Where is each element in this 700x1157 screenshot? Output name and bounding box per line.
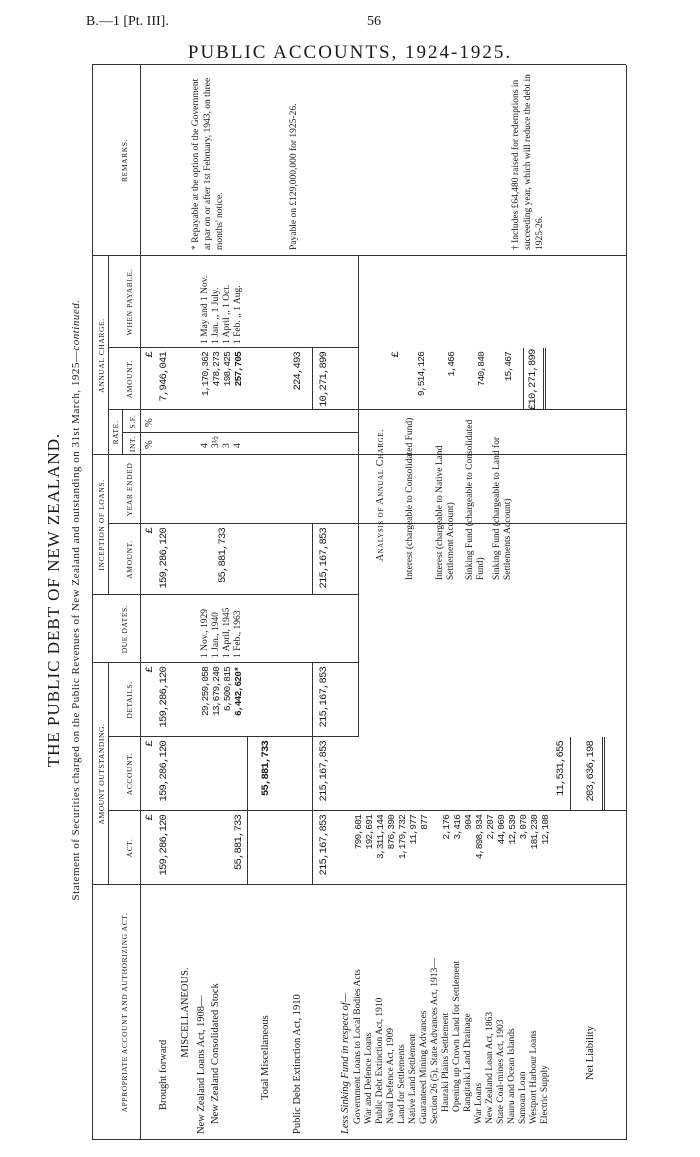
sinking-item-value: 12,539 xyxy=(507,815,518,845)
col-header-details: DETAILS. xyxy=(125,681,134,719)
cell-account: 159,286,120 xyxy=(158,741,170,802)
unit-pound: £ xyxy=(144,815,156,821)
sinking-item-label: Naval Defence Act, 1909 xyxy=(386,1027,396,1124)
cell-due-date: 1 Jan., 1940 xyxy=(211,612,221,658)
col-divider xyxy=(92,255,626,256)
total-line xyxy=(312,663,313,885)
unit-percent: % xyxy=(144,418,155,427)
document-reference: B.—1 [Pt. III]. xyxy=(86,14,169,29)
analysis-total: £10,271,899 xyxy=(527,349,539,410)
cell-details-total: 215,167,853 xyxy=(318,667,330,728)
col-divider xyxy=(108,409,626,410)
analysis-item-value: 9,514,126 xyxy=(416,352,427,397)
col-header-inception: INCEPTION OF LOANS. xyxy=(97,479,106,571)
col-header-amount-outstanding: AMOUNT OUTSTANDING. xyxy=(97,723,106,825)
remark-analysis: † Includes £64,480 raised for redemptions in succeeding year, which will reduce the debt in 1925-26. xyxy=(511,74,545,250)
total-line xyxy=(312,524,313,595)
page-title: PUBLIC ACCOUNTS, 1924-1925. xyxy=(187,42,513,63)
cell-annual-charge: 224,493 xyxy=(292,352,304,391)
col-header-year-ended: YEAR ENDED xyxy=(125,462,134,517)
cell-when-payable: 1 Jan. ,, 1 July. xyxy=(211,287,221,344)
analysis-heading: Analysis of Annual Charge. xyxy=(375,428,386,562)
subtitle-continued: continued. xyxy=(70,299,82,351)
unit-pound: £ xyxy=(144,352,156,358)
cell-annual-charge-total: 10,271,899 xyxy=(318,352,330,408)
table-bottom-border xyxy=(626,65,627,1140)
sinking-item-label: Hauraki Plains Settlement xyxy=(441,1012,451,1112)
sinking-item-value: 4,898,934 xyxy=(474,815,485,860)
subtotal-line xyxy=(247,737,248,885)
row-label-less-sinking: Less Sinking Fund in respect of— xyxy=(340,992,351,1134)
cell-act: 159,286,120 xyxy=(158,815,170,876)
col-header-remarks: REMARKS. xyxy=(120,139,129,182)
sinking-item-label: Nauru and Ocean Islands xyxy=(507,1028,517,1124)
analysis-item-label: Interest (chargeable to Consolidated Fund) xyxy=(405,417,415,580)
sinking-item-label: Government Loans to Local Bodies Acts xyxy=(353,969,363,1124)
sinking-item-value: 181,230 xyxy=(529,815,540,850)
sinking-item-value: 877 xyxy=(419,815,430,830)
total-line xyxy=(312,348,313,410)
cell-act-total: 215,167,853 xyxy=(318,815,330,876)
header-divider xyxy=(108,256,109,455)
analysis-double-rule xyxy=(543,348,546,410)
sinking-item-value: 11,977 xyxy=(408,815,419,845)
table-title: THE PUBLIC DEBT OF NEW ZEALAND. xyxy=(44,432,63,768)
cell-annual-charge: 257,705 xyxy=(233,352,244,387)
header-bottom-line xyxy=(140,65,141,1140)
analysis-item-value: 740,840 xyxy=(476,352,487,387)
sinking-item-label: Section 26 (5), State Advances Act, 1913— xyxy=(430,958,440,1124)
analysis-item-label: Sinking Fund (chargeable to Land for Settlements Account) xyxy=(492,436,513,580)
cell-details: 6,500,815 xyxy=(222,667,233,712)
sinking-item-label: Land for Settlements xyxy=(397,1044,407,1124)
unit-pound: £ xyxy=(144,741,156,747)
col-divider xyxy=(92,454,626,455)
sinking-item-label: Rangitaiki Land Drainage xyxy=(463,1013,473,1112)
sinking-item-value: 44,069 xyxy=(496,815,507,845)
table-right-border xyxy=(92,64,626,65)
col-divider xyxy=(108,810,626,811)
subtitle-main: Statement of Securities charged on the Public Revenues of New Zealand and outstanding on 31st March, 1925— xyxy=(70,350,82,901)
col-divider xyxy=(108,347,358,348)
row-label-net-liability: Net Liability xyxy=(585,1026,596,1080)
sinking-item-value: 1,179,732 xyxy=(397,815,408,860)
details-end-line xyxy=(358,256,359,455)
row-label-brought-forward: Brought forward xyxy=(158,1039,169,1110)
sinking-item-value: 2,176 xyxy=(441,815,452,840)
remark-consol: * Repayable at the option of the Government at par on or after 1st February, 1943, on three months' notice. xyxy=(191,77,225,250)
table-top-border xyxy=(92,65,93,1140)
sinking-item-label: Guaranteed Mining Advances xyxy=(419,1010,429,1124)
cell-due-date: 1 Feb., 1963 xyxy=(233,610,243,658)
unit-pound: £ xyxy=(144,528,156,534)
sinking-item-value: 3,070 xyxy=(518,815,529,840)
sinking-item-label: Native Land Settlement xyxy=(408,1033,418,1124)
cell-annual-charge: 1,170,362 xyxy=(200,352,211,397)
col-header-rate: RATE. xyxy=(111,420,120,445)
col-header-due-dates: DUE DATES. xyxy=(120,604,129,654)
cell-due-date: 1 Nov., 1929 xyxy=(200,609,210,658)
page-number: 56 xyxy=(367,14,381,29)
cell-rate: 4 xyxy=(233,443,243,448)
sinking-item-label: Public Debt Extinction Act, 1910 xyxy=(375,997,385,1124)
details-end-line xyxy=(358,663,359,737)
col-header-account: ACCOUNT. xyxy=(125,752,134,796)
sinking-item-value: 876,390 xyxy=(386,815,397,850)
sinking-item-label: War and Defence Loans xyxy=(364,1032,374,1124)
cell-details: 6,442,620* xyxy=(233,667,244,717)
sinking-item-value: 799,601 xyxy=(353,815,364,850)
sinking-item-label: State Coal-mines Act, 1903 xyxy=(496,1019,506,1124)
analysis-total-line xyxy=(523,348,524,410)
col-divider xyxy=(108,523,626,524)
cell-details: 29,259,058 xyxy=(200,667,211,717)
rotated-table-page xyxy=(40,60,630,1140)
col-header-act: ACT. xyxy=(125,838,134,858)
analysis-item-value: 15,467 xyxy=(503,352,514,382)
cell-when-payable: 1 April ,, 1 Oct. xyxy=(222,284,232,344)
cell-rate: 3½ xyxy=(211,436,221,448)
header-divider xyxy=(108,455,109,595)
analysis-item-label: Sinking Fund (chargeable to Consolidated Fund) xyxy=(465,419,486,580)
col-header-when-payable: WHEN PAYABLE. xyxy=(125,268,134,336)
sinking-item-label: Opening up Crown Land for Settlement xyxy=(452,960,462,1112)
cell-details: 13,679,240 xyxy=(211,667,222,717)
sinking-item-value: 2,207 xyxy=(485,815,496,840)
sinking-item-label: Samoan Loan xyxy=(518,1071,528,1124)
net-double-rule xyxy=(602,737,605,811)
cell-annual-charge: 7,946,041 xyxy=(158,352,170,402)
section-heading-misc: MISCELLANEOUS. xyxy=(180,967,191,1058)
cell-annual-charge: 198,425 xyxy=(222,352,233,387)
table-left-border xyxy=(92,1139,626,1140)
row-label-nz-consol: New Zealand Consolidated Stock xyxy=(210,983,221,1124)
cell-account-total: 215,167,853 xyxy=(318,741,330,802)
cell-details: 159,286,120 xyxy=(158,667,170,728)
cell-when-payable: 1 May and 1 Nov. xyxy=(200,275,210,344)
cell-rate: 3 xyxy=(222,443,232,448)
remark-extinction: Payable on £129,000,000 for 1925-26. xyxy=(289,103,299,250)
sinking-item-label: Westport Harbour Loans xyxy=(529,1030,539,1124)
cell-inc-amount-total: 215,167,853 xyxy=(318,528,330,589)
cell-sinking-total: 11,531,655 xyxy=(555,741,567,797)
cell-net-liability: 203,636,198 xyxy=(585,741,597,802)
col-header-annual-charge: ANNUAL CHARGE. xyxy=(97,318,106,393)
unit-percent: % xyxy=(144,440,155,449)
sinking-subtotal-line xyxy=(570,737,571,811)
col-header-approp: APPROPRIATE ACCOUNT AND AUTHORIZING ACT. xyxy=(120,912,129,1113)
cell-inc-amount: 55,881,733 xyxy=(217,528,229,584)
analysis-item-label: Interest (chargeable to Native Land Settlement Account) xyxy=(435,445,456,580)
cell-act: 55,881,733 xyxy=(233,815,245,871)
sinking-item-value: 904 xyxy=(463,815,474,830)
cell-inc-amount: 159,286,120 xyxy=(158,528,170,589)
row-label-extinction: Public Debt Extinction Act, 1910 xyxy=(292,994,303,1134)
header-divider xyxy=(108,663,109,885)
col-header-int: INT. xyxy=(128,435,137,453)
col-header-inc-amount: AMOUNT. xyxy=(125,540,134,579)
cell-account: 55,881,733 xyxy=(260,741,272,797)
sinking-item-value: 3,311,144 xyxy=(375,815,386,860)
sinking-item-value: 3,416 xyxy=(452,815,463,840)
sinking-item-label: War Loans xyxy=(474,1082,484,1124)
sinking-item-label: New Zealand Loan Act, 1863 xyxy=(485,1011,495,1124)
col-header-ac-amount: AMOUNT. xyxy=(125,359,134,399)
unit-pound: £ xyxy=(144,667,156,673)
sinking-item-value: 12,108 xyxy=(540,815,551,845)
details-end-line xyxy=(358,455,359,595)
col-header-sf: S.F. xyxy=(128,414,137,429)
cell-when-payable: 1 Feb. ,, 1 Aug. xyxy=(233,285,243,344)
cell-due-date: 1 April, 1945 xyxy=(222,607,232,658)
cell-rate: 4 xyxy=(200,443,210,448)
analysis-pound: £ xyxy=(390,352,402,358)
details-end-line xyxy=(358,595,359,663)
col-divider xyxy=(122,432,358,433)
cell-annual-charge: 478,273 xyxy=(211,352,222,387)
table-subtitle xyxy=(70,60,82,1140)
sinking-item-value: 192,691 xyxy=(364,815,375,850)
row-label-nz-loans-act: New Zealand Loans Act, 1908— xyxy=(196,995,207,1134)
sinking-item-label: Electric Supply xyxy=(540,1065,550,1124)
header-divider xyxy=(122,410,123,455)
analysis-item-value: 1,466 xyxy=(446,352,457,377)
row-label-total-misc: Total Miscellaneous xyxy=(260,1015,271,1100)
